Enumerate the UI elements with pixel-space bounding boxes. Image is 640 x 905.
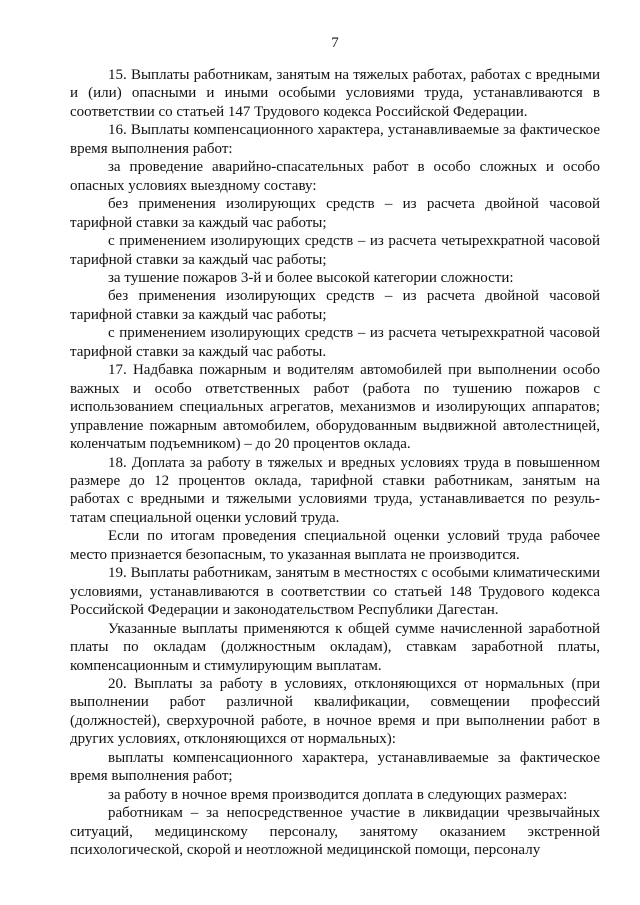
paragraph-compensation-payments: выплаты компенсационного характера, устанавливаемые за фактическое время выполнения работ; [70, 749, 600, 785]
paragraph-item-16: 16. Выплаты компенсационного характера, устанавливаемые за фактическое время выполнения работ: [70, 122, 600, 157]
document-body [70, 66, 600, 859]
paragraph-with-isolating-1: с применением изолирующих средств – из расчета четырехкратной часовой тарифной ставки за каждый час работы; [70, 233, 600, 268]
paragraph-fire-fighting: за тушение пожаров 3-й и более высокой категории сложности: [108, 269, 514, 286]
paragraph-emergency-works: за проведение аварийно-спасательных работ в особо сложных и особо опасных условиях выездному составу: [70, 159, 600, 194]
paragraph-emergency-staff: работникам – за непосредственное участие в ликвидации чрезвычайных ситуаций, медицинскому персоналу, занятому оказанием экстренной психологической, скорой и неотложной медицинской помощи, персоналу [70, 805, 600, 859]
paragraph-no-isolating-2: без применения изолирующих средств – из расчета двойной часовой тарифной ставки за каждый час работы; [70, 288, 600, 323]
page-number: 7 [331, 35, 339, 51]
paragraph-item-17: 17. Надбавка пожарным и водителям автомобилей при выполнении особо важных и особо ответственных работ (работа по тушению пожаров с использованием специальных агрегатов, механизмов и изолирующих аппаратов; управление пожарным автомобилем, оборудованным выдвижной автолестницей, коленчатым подъемником) – до 20 процентов оклада. [70, 362, 600, 453]
paragraph-item-18: 18. Доплата за работу в тяжелых и вредных условиях труда в повышенном размере до 12 процентов оклада, тарифной ставки работникам, занятым на работах с вредными и тяжелыми условиями труда, устанавливается по результатам специальной оценки условий труда. [70, 454, 600, 526]
paragraph-payments-applied: Указанные выплаты применяются к общей сумме начисленной заработной платы по окладам (должностным окладам), ставкам заработной платы, компенсационным и стимулирующим выплатам. [70, 620, 600, 674]
paragraph-safe-workplace: Если по итогам проведения специальной оценки условий труда рабочее место признается безопасным, то указанная выплата не производится. [70, 528, 600, 563]
paragraph-item-20: 20. Выплаты за работу в условиях, отклоняющихся от нормальных (при выполнении работ различной квалификации, совмещении профессий (должностей), сверхурочной работе, в ночное время и при выполнении работ в других условиях, отклоняющихся от нормальных): [70, 675, 600, 748]
paragraph-item-15: 15. Выплаты работникам, занятым на тяжелых работах, работах с вредными и (или) опасными и иными особыми условиями труда, устанавливаются в соответствии со статьей 147 Трудового кодекса Российской Федерации. [70, 67, 600, 120]
paragraph-with-isolating-2: с применением изолирующих средств – из расчета четырехкратной часовой тарифной ставки за каждый час работы. [70, 325, 600, 360]
paragraph-item-19: 19. Выплаты работникам, занятым в местностях с особыми климатическими условиями, устанавливаются в соответствии со статьей 148 Трудового кодекса Российской Федерации и законодательством Республики Дагестан. [70, 565, 600, 619]
paragraph-night-work: за работу в ночное время производится доплата в следующих размерах: [108, 786, 568, 803]
paragraph-no-isolating-1: без применения изолирующих средств – из расчета двойной часовой тарифной ставки за каждый час работы; [70, 196, 600, 231]
